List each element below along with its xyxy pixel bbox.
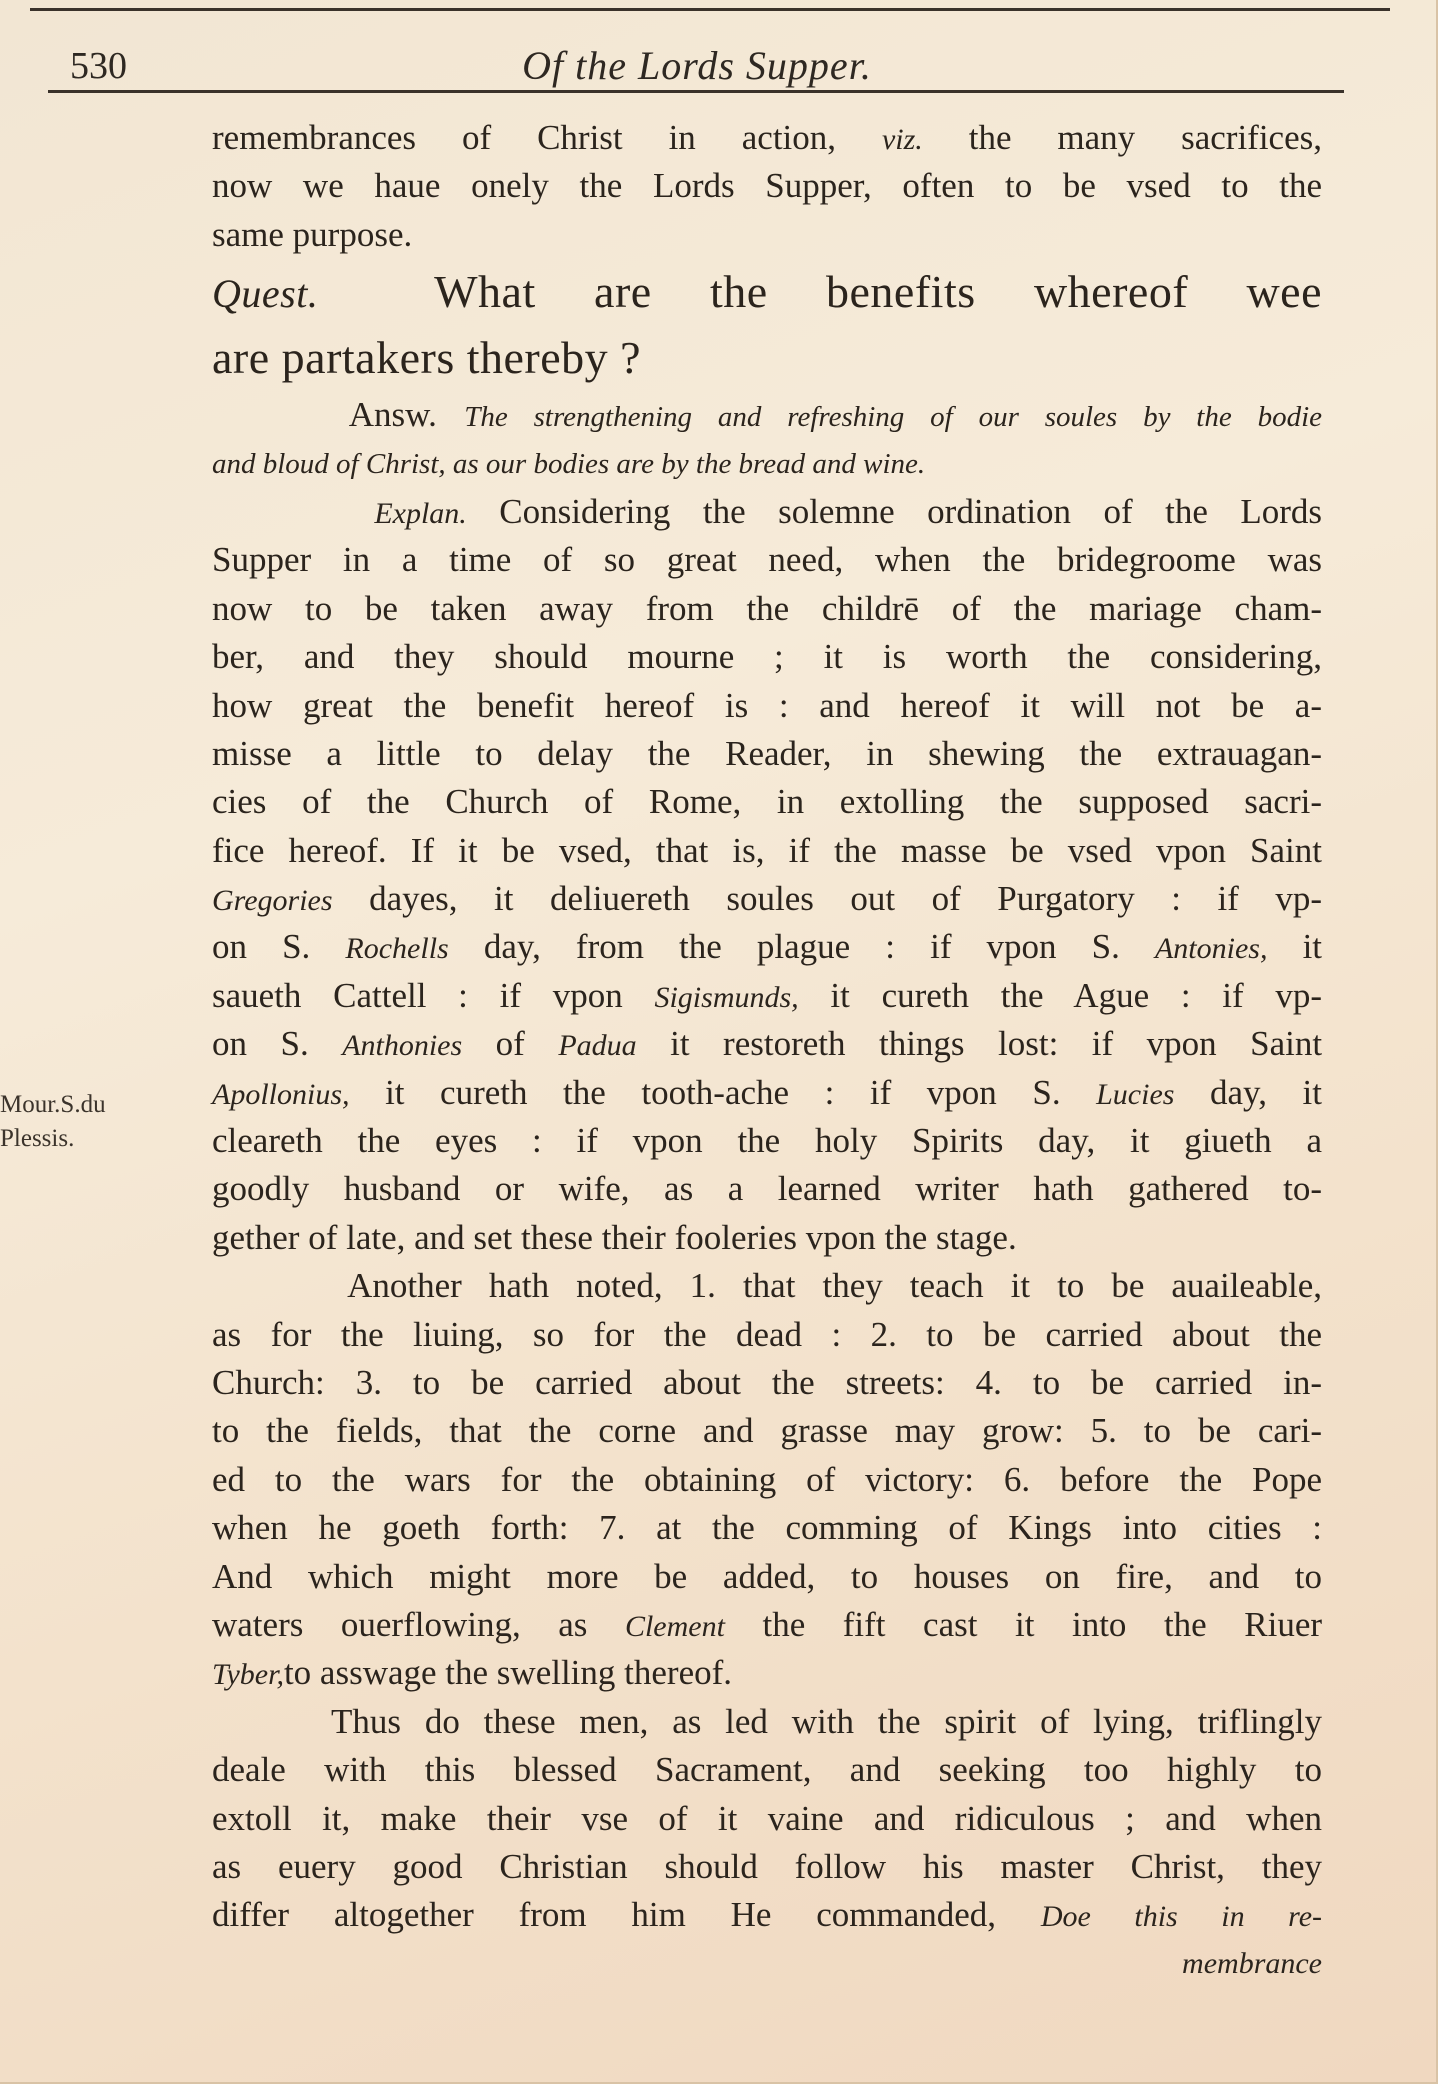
text-line: Another hath noted, 1. that they teach it to be auaileable, [347, 1266, 1322, 1306]
text-line: cleareth the eyes : if vpon the holy Spirits day, it giueth a [212, 1121, 1322, 1161]
text-line: ed to the wars for the obtaining of victory: 6. before the Pope [212, 1459, 1322, 1499]
text-line: as euery good Christian should follow his master Christ, they [212, 1846, 1322, 1886]
text-line: as for the liuing, so for the dead : 2. to be carried about the [212, 1314, 1322, 1354]
text-line: And which might more be added, to houses on fire, and to [212, 1556, 1322, 1596]
text-line: Apollonius, it cureth the tooth-ache : if vpon S. Lucies day, it [212, 1072, 1323, 1112]
text-line: cies of the Church of Rome, in extolling the supposed sacri- [212, 782, 1322, 822]
answer-line: Answ. The strengthening and refreshing of our soules by the bodie [348, 395, 1323, 435]
text-line: goodly husband or wife, as a learned writer hath gathered to- [212, 1169, 1322, 1209]
text-line: waters ouerflowing, as Clement the fift cast it into the Riuer [212, 1604, 1323, 1644]
text-line: same purpose. [212, 214, 413, 254]
catchword: membrance [1182, 1946, 1322, 1980]
explanation-label: Explan. [374, 496, 467, 530]
text-line: on S. Anthonies of Padua it restoreth things lost: if vpon Saint [212, 1024, 1323, 1064]
margin-note-line: Plessis. [0, 1125, 75, 1152]
text-line: now we haue onely the Lords Supper, often to be vsed to the [212, 166, 1322, 206]
margin-note-line: Mour.S.du [0, 1091, 106, 1118]
top-rule [30, 8, 1390, 11]
text-line: Church: 3. to be carried about the streets: 4. to be carried in- [212, 1362, 1322, 1402]
body-text [212, 114, 1322, 1988]
text-line: deale with this blessed Sacrament, and seeking too highly to [212, 1750, 1322, 1790]
question-line: are partakers thereby ? [212, 332, 642, 384]
running-title: Of the Lords Supper. [522, 43, 872, 88]
text-line: Thus do these men, as led with the spirit of lying, triflingly [331, 1701, 1322, 1741]
page-header [52, 36, 1342, 88]
text-line: saueth Cattell : if vpon Sigismunds, it cureth the Ague : if vp- [212, 975, 1323, 1015]
text-line: Tyber,to asswage the swelling thereof. [212, 1653, 733, 1693]
text-line: how great the benefit hereof is : and hereof it will not be a- [212, 685, 1322, 725]
text-line: misse a little to delay the Reader, in shewing the extrauagan- [212, 733, 1322, 773]
answer-line: and bloud of Christ, as our bodies are by the bread and wine. [212, 447, 926, 480]
question-label: Quest. [212, 271, 319, 317]
text-line: differ altogether from him He commanded, Doe this in re- [212, 1895, 1323, 1935]
margin-note [0, 1088, 120, 1156]
header-rule [48, 90, 1344, 93]
text-line: Explan. Considering the solemne ordination of the Lords [374, 491, 1323, 531]
text-line: remembrances of Christ in action, viz. the many sacrifices, [212, 118, 1322, 157]
text-line: extoll it, make their vse of it vaine and ridiculous ; and when [212, 1798, 1322, 1838]
text-line: on S. Rochells day, from the plague : if vpon S. Antonies, it [212, 927, 1323, 967]
page-number: 530 [70, 45, 127, 87]
text-line: ber, and they should mourne ; it is worth the considering, [212, 637, 1322, 677]
text-line: gether of late, and set these their fooleries vpon the stage. [212, 1217, 1017, 1257]
text-line: when he goeth forth: 7. at the comming of Kings into cities : [212, 1508, 1322, 1548]
text-line: to the fields, that the corne and grasse may grow: 5. to be cari- [212, 1411, 1322, 1451]
question-line: Quest. What are the benefits whereof wee [212, 266, 1322, 318]
text-line: Supper in a time of so great need, when the bridegroome was [212, 540, 1322, 580]
answer-label: Answ. [348, 395, 437, 435]
text-line: now to be taken away from the childrē of the mariage cham- [212, 588, 1322, 628]
text-line: fice hereof. If it be vsed, that is, if the masse be vsed vpon Saint [212, 830, 1322, 870]
text-line: Gregories dayes, it deliuereth soules out of Purgatory : if vp- [212, 879, 1322, 919]
